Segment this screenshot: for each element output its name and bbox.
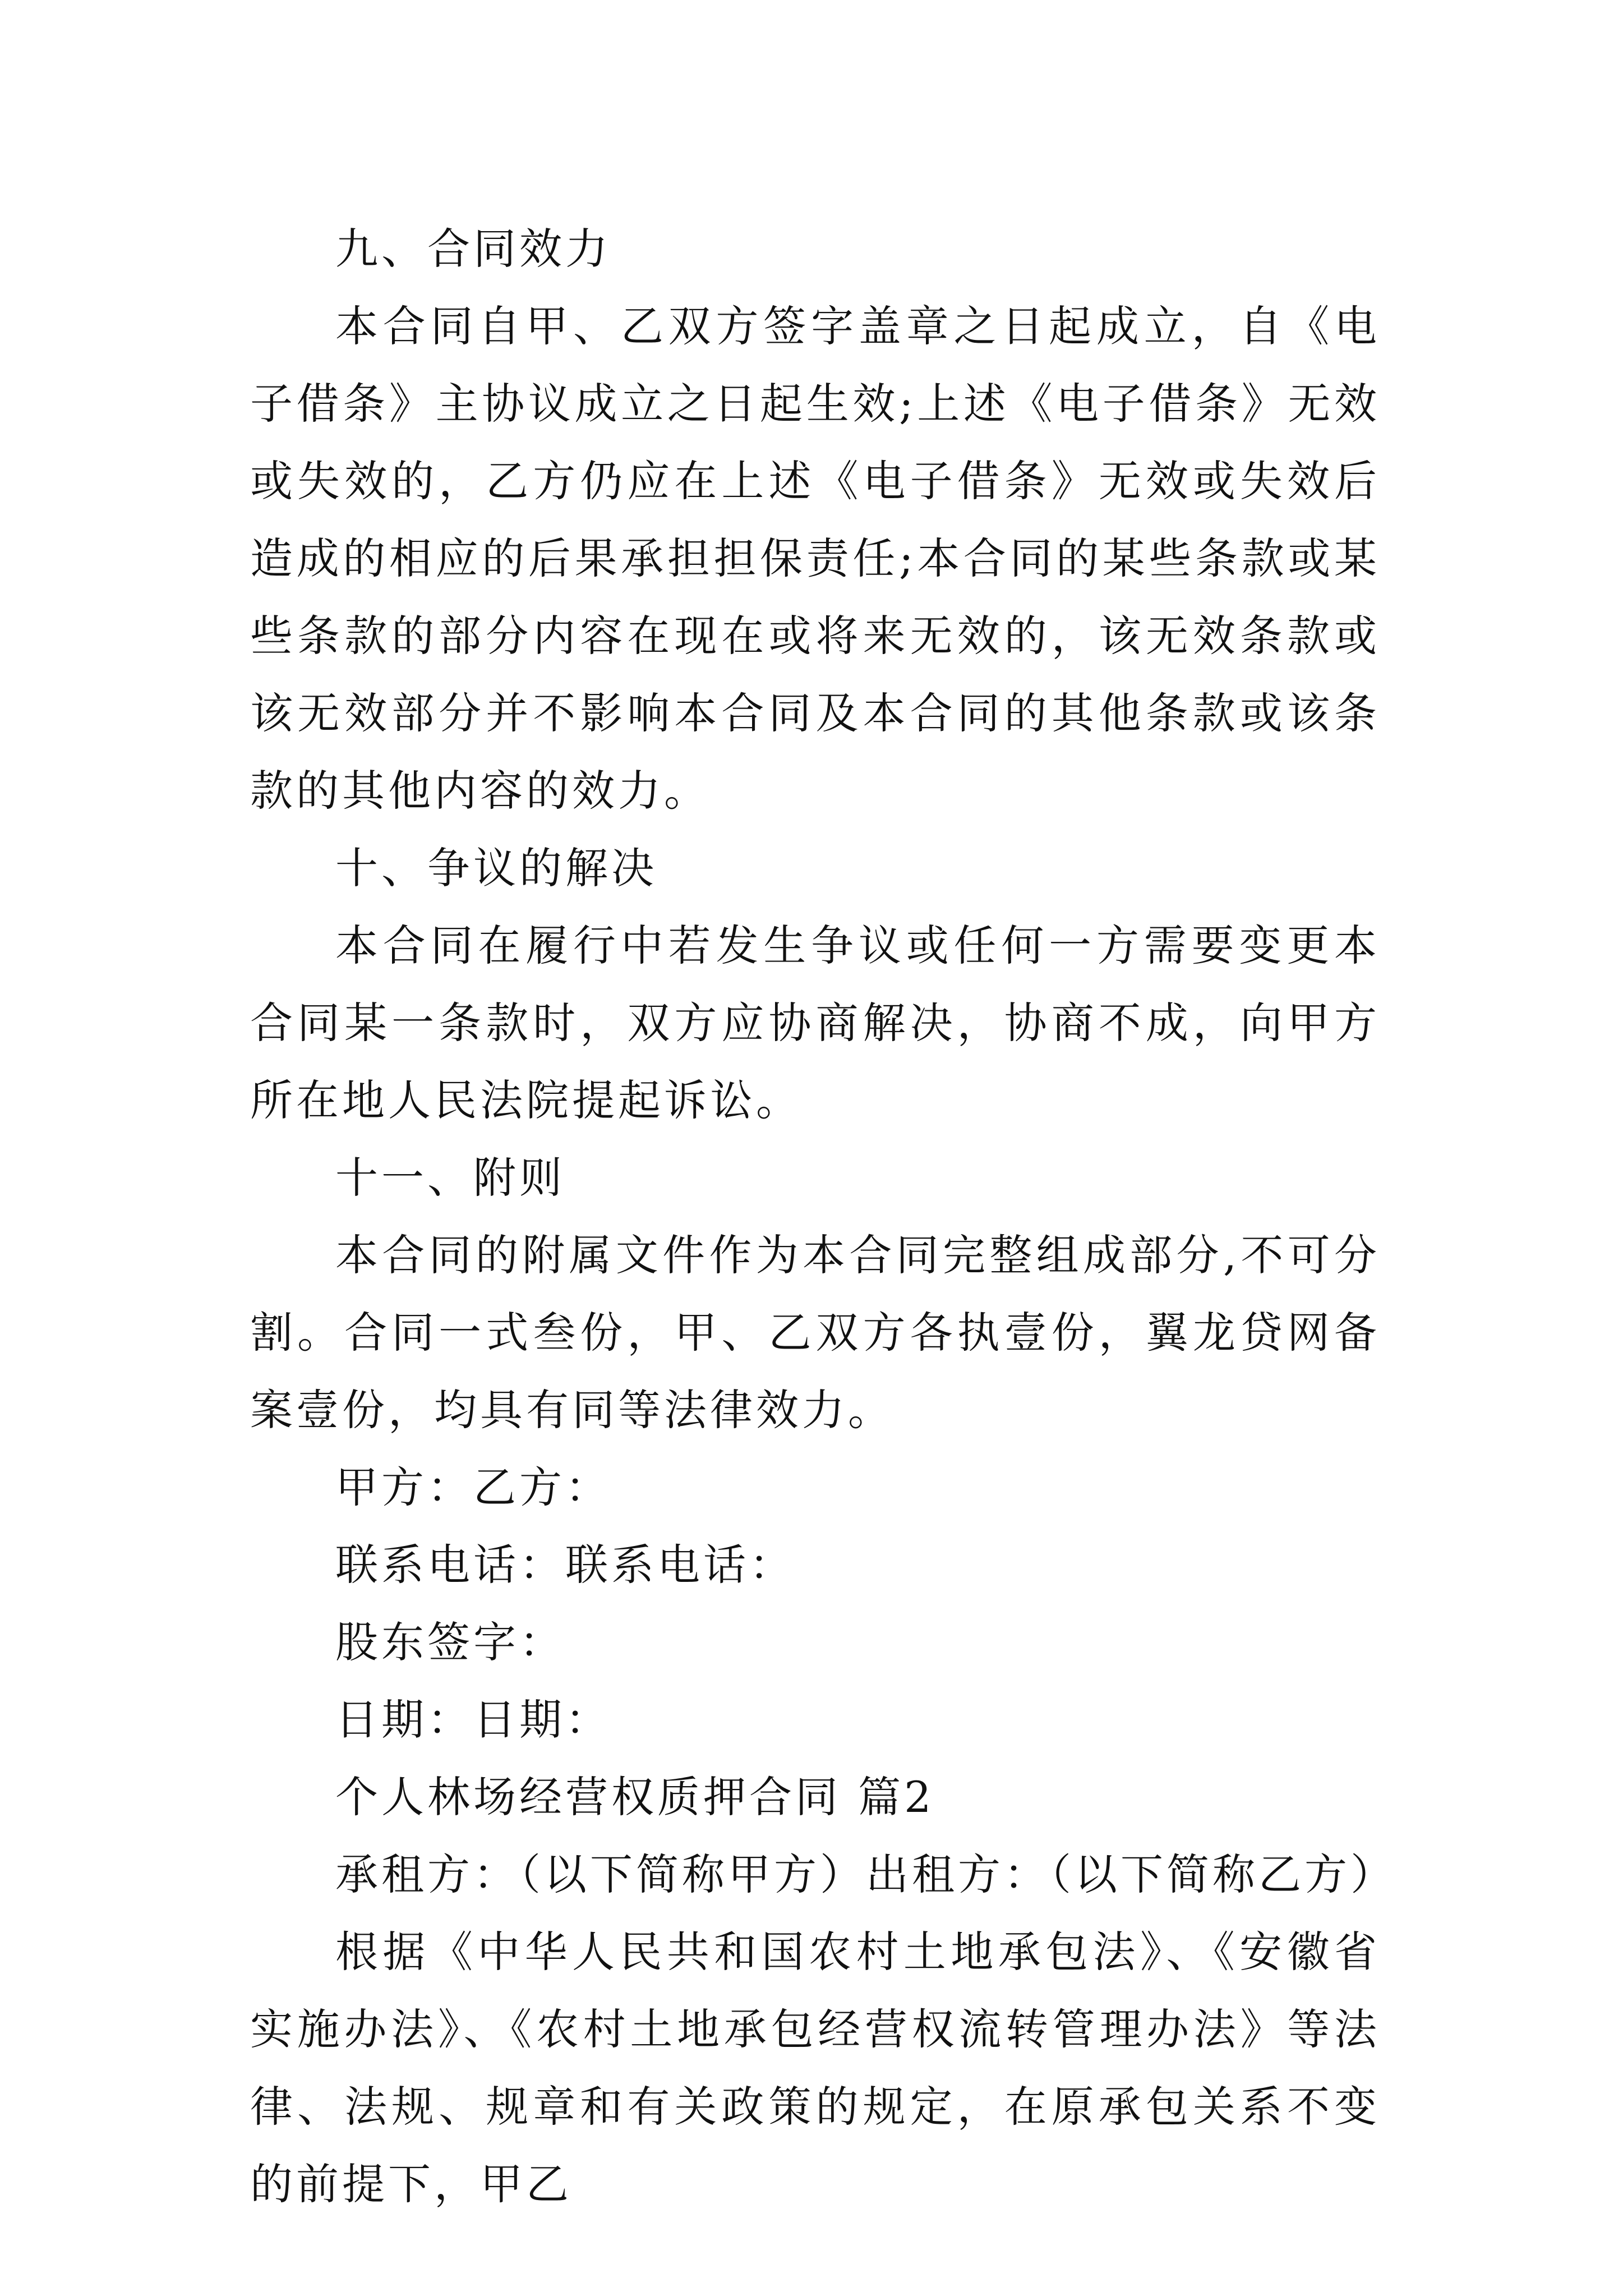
signature-shareholder: 股东签字： <box>335 1617 565 1667</box>
section-10-heading: 十、争议的解决 <box>335 843 657 893</box>
signature-phones: 联系电话：联系电话： <box>335 1540 795 1590</box>
contract-2-title: 个人林场经营权质押合同 篇2 <box>335 1772 935 1822</box>
section-10-body: 本合同在履行中若发生争议或任何一方需要变更本合同某一条款时，双方应协商解决，协商不成，向甲方所在地人民法院提起诉讼。 <box>250 921 1380 1125</box>
contract-2-intro: 根据《中华人民共和国农村土地承包法》、《安徽省实施办法》、《农村土地承包经营权流转管理办法》等法律、法规、规章和有关政策的规定，在原承包关系不变的前提下，甲乙 <box>250 1927 1380 2209</box>
section-9-body: 本合同自甲、乙双方签字盖章之日起成立，自《电子借条》主协议成立之日起生效;上述《电子借条》无效或失效的，乙方仍应在上述《电子借条》无效或失效后造成的相应的后果承担担保责任;本合同的某些条款或某些条款的部分内容在现在或将来无效的，该无效条款或该无效部分并不影响本合同及本合同的其他条款或该条款的其他内容的效力。 <box>250 301 1380 816</box>
signature-parties: 甲方：乙方： <box>335 1462 611 1512</box>
signature-dates: 日期：日期： <box>335 1695 611 1745</box>
section-11-heading: 十一、附则 <box>335 1153 565 1203</box>
section-11-body: 本合同的附属文件作为本合同完整组成部分,不可分割。合同一式叁份，甲、乙双方各执壹份，翼龙贷网备案壹份，均具有同等法律效力。 <box>250 1230 1380 1435</box>
section-9-heading: 九、合同效力 <box>335 224 611 274</box>
contract-2-parties: 承租方：（以下简称甲方）出租方：（以下简称乙方） <box>335 1849 1396 1899</box>
document-body <box>250 210 1396 2223</box>
